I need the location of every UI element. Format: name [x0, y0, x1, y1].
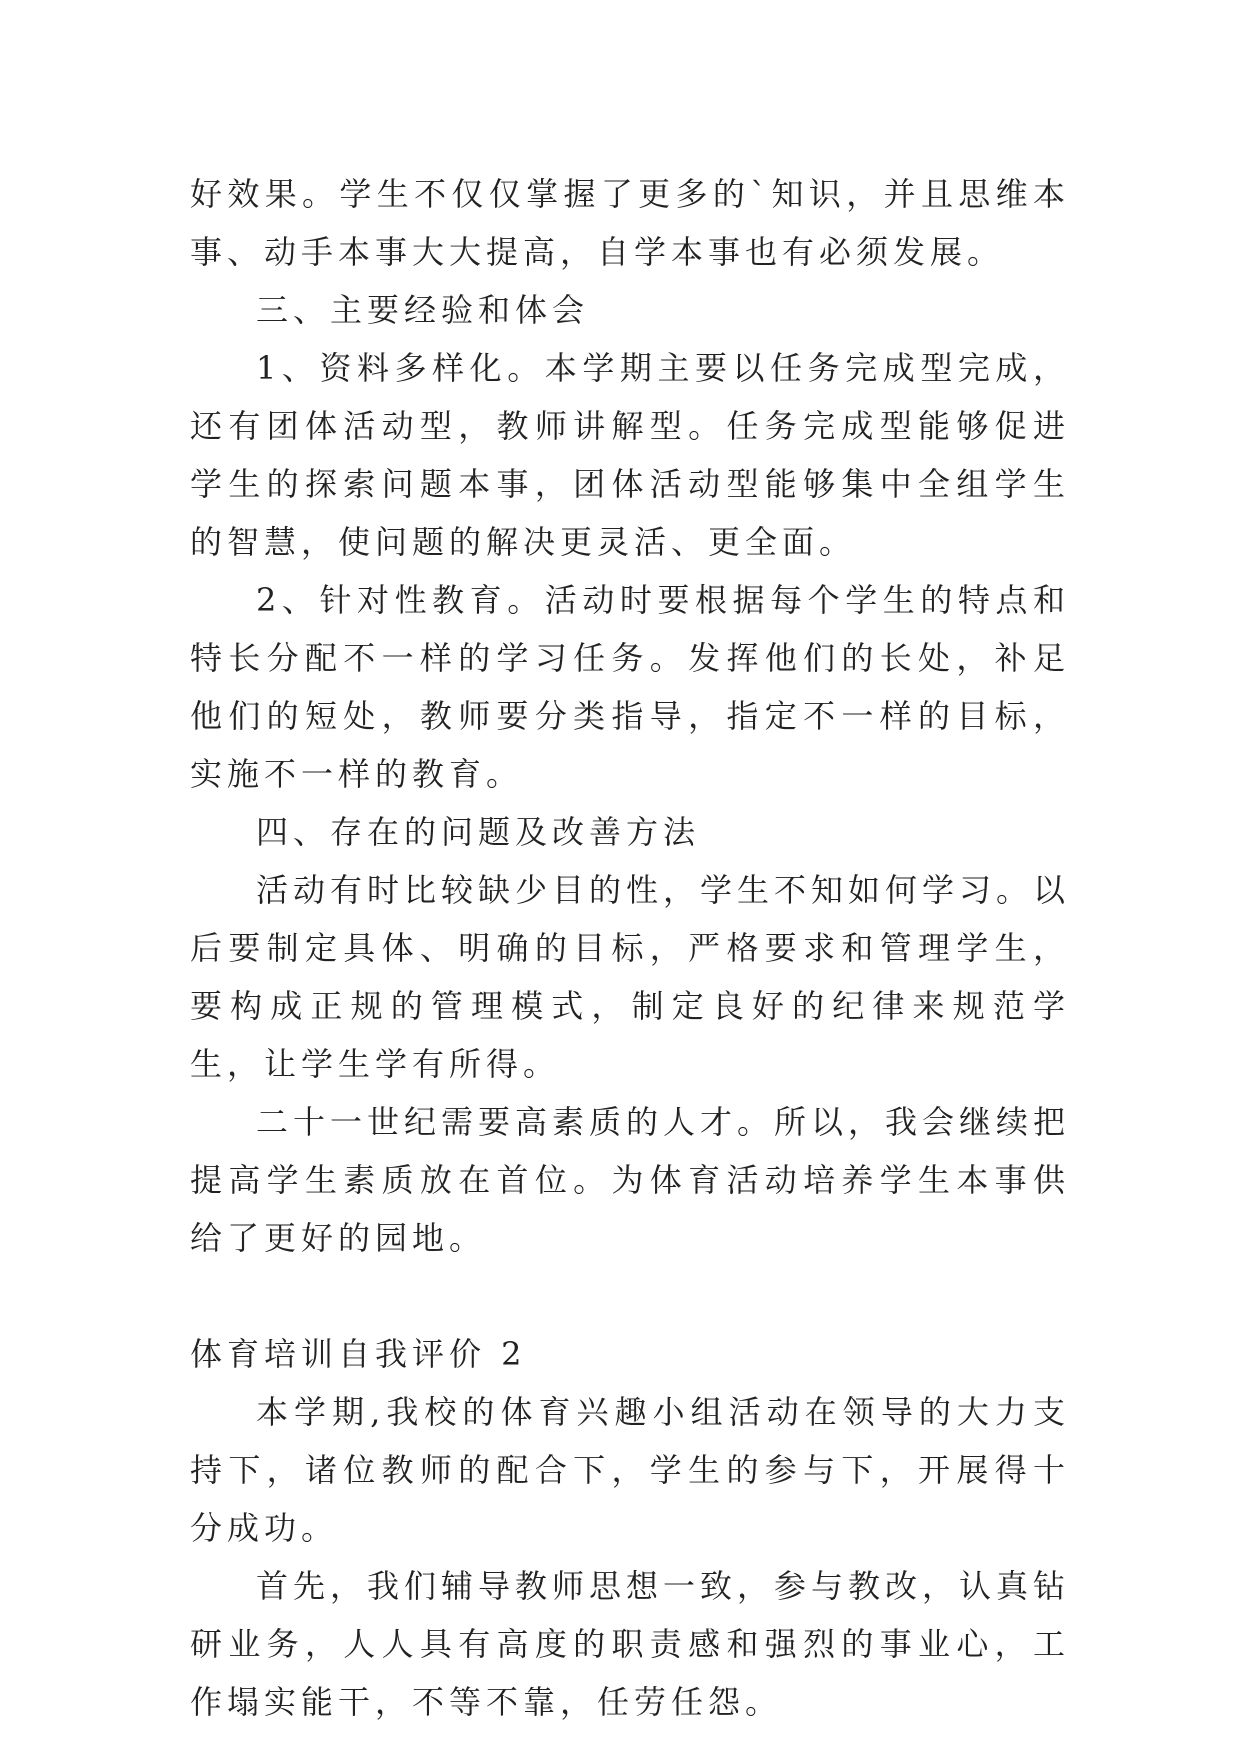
document-body	[190, 165, 1070, 1731]
paragraph-section2-intro: 本学期,我校的体育兴趣小组活动在领导的大力支持下，诸位教师的配合下，学生的参与下，开展得十分成功。	[190, 1393, 1070, 1547]
section-title-2: 体育培训自我评价 2	[190, 1335, 527, 1373]
paragraph-section2-first: 首先，我们辅导教师思想一致，参与教改，认真钻研业务，人人具有高度的职责感和强烈的事业心，工作塌实能干，不等不靠，任劳任怨。	[190, 1567, 1071, 1721]
paragraph-conclusion: 二十一世纪需要高素质的人才。所以，我会继续把提高学生素质放在首位。为体育活动培养学生本事供给了更好的园地。	[190, 1103, 1071, 1257]
section-spacer	[190, 1267, 1070, 1325]
paragraph-problems: 活动有时比较缺少目的性，学生不知如何学习。以后要制定具体、明确的目标，严格要求和管理学生，要构成正规的管理模式，制定良好的纪律来规范学生，让学生学有所得。	[190, 871, 1071, 1083]
paragraph-item-1: 1、资料多样化。本学期主要以任务完成型完成，还有团体活动型，教师讲解型。任务完成型能够促进学生的探索问题本事，团体活动型能够集中全组学生的智慧，使问题的解决更灵活、更全面。	[190, 349, 1070, 561]
section-heading-problems: 四、存在的问题及改善方法	[256, 813, 701, 851]
paragraph-item-2: 2、针对性教育。活动时要根据每个学生的特点和特长分配不一样的学习任务。发挥他们的长处，补足他们的短处，教师要分类指导，指定不一样的目标，实施不一样的教育。	[190, 581, 1070, 793]
section-heading-experience: 三、主要经验和体会	[256, 291, 590, 329]
paragraph-continuation: 好效果。学生不仅仅掌握了更多的`知识，并且思维本事、动手本事大大提高，自学本事也有必须发展。	[190, 175, 1070, 271]
